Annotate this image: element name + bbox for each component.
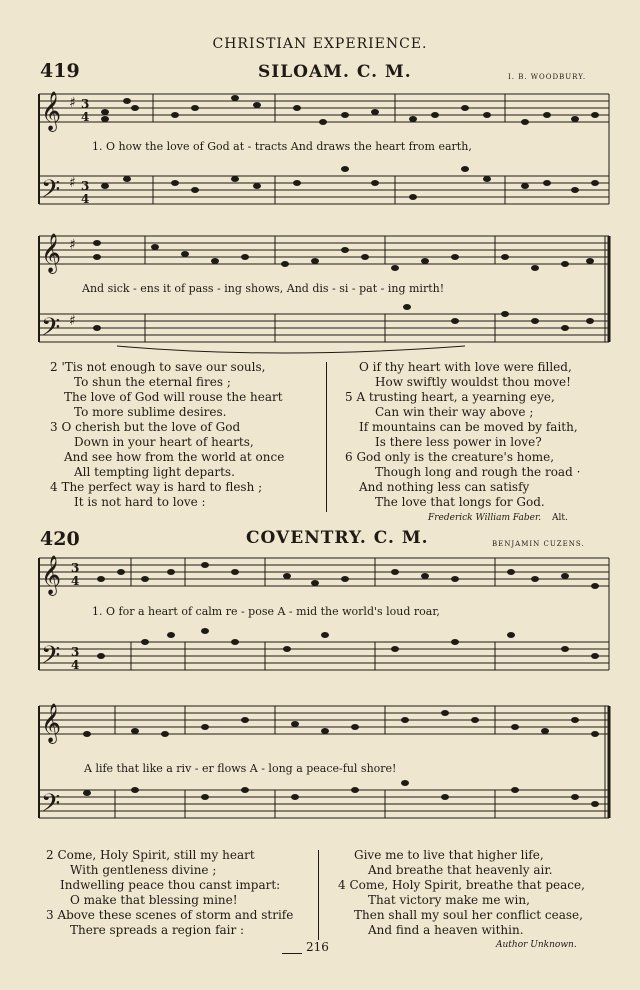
verses-right-420 [338, 848, 585, 938]
svg-text:3: 3 [81, 179, 90, 193]
svg-text:4: 4 [81, 192, 90, 206]
verses-left-419 [50, 360, 284, 510]
verse-line: O if thy heart with love were filled, [359, 360, 572, 374]
verse-line: Give me to live that higher life, [354, 848, 544, 862]
column-divider [318, 850, 319, 940]
svg-text:3: 3 [81, 97, 90, 111]
verse-line: Indwelling peace thou canst impart: [60, 878, 281, 892]
verse-line: 3 Above these scenes of storm and strife [46, 908, 294, 922]
hymn-number: 419 [40, 60, 80, 82]
svg-text:♯: ♯ [69, 95, 76, 111]
svg-text:♯: ♯ [69, 175, 76, 191]
svg-text:3: 3 [71, 645, 80, 659]
verse-line: 4 The perfect way is hard to flesh ; [50, 480, 263, 494]
verse-line: How swiftly wouldst thou move! [375, 375, 571, 389]
lyric-line-4: A life that like a riv - er flows A - long a peace-ful shore! [84, 762, 397, 775]
svg-text:𝄞: 𝄞 [41, 555, 62, 595]
svg-text:𝄞: 𝄞 [41, 91, 62, 131]
verse-line: To more sublime desires. [74, 405, 227, 419]
author-attribution: Author Unknown. [496, 940, 577, 950]
svg-text:𝄞: 𝄞 [41, 233, 62, 273]
svg-text:4: 4 [81, 110, 90, 124]
verse-line: Down in your heart of hearts, [74, 435, 254, 449]
verse-line: O make that blessing mine! [70, 893, 238, 907]
svg-text:3: 3 [71, 561, 80, 575]
page-number: 216 [306, 940, 329, 954]
verse-line: The love that longs for God. [375, 495, 545, 509]
verse-line: And see how from the world at once [64, 450, 285, 464]
svg-text:𝄢: 𝄢 [41, 641, 61, 676]
verse-line: The love of God will rouse the heart [64, 390, 283, 404]
verses-right-419 [345, 360, 580, 510]
verse-line: To shun the eternal fires ; [74, 375, 231, 389]
svg-text:𝄢: 𝄢 [41, 313, 61, 348]
verse-line: 5 A trusting heart, a yearning eye, [345, 390, 555, 404]
svg-text:𝄢: 𝄢 [41, 175, 61, 210]
verse-line: And nothing less can satisfy [359, 480, 530, 494]
author-name: Frederick William Faber. [428, 513, 542, 523]
hymn-number: 420 [40, 528, 80, 550]
verse-line: It is not hard to love : [74, 495, 206, 509]
svg-text:𝄞: 𝄞 [41, 703, 62, 743]
verse-line: 6 God only is the creature's home, [345, 450, 555, 464]
svg-text:♯: ♯ [69, 313, 76, 329]
verse-line: 3 O cherish but the love of God [50, 420, 241, 434]
author-attribution [428, 513, 568, 523]
composer-name: BENJAMIN CUZENS. [492, 540, 585, 548]
svg-text:4: 4 [71, 658, 80, 672]
verse-line: Is there less power in love? [375, 435, 542, 449]
verse-line: 2 Come, Holy Spirit, still my heart [46, 848, 255, 862]
verse-line: 4 Come, Holy Spirit, breathe that peace, [338, 878, 585, 892]
svg-text:𝄢: 𝄢 [41, 789, 61, 824]
lyric-line-3: 1. O for a heart of calm re - pose A - mid the world's loud roar, [92, 605, 440, 618]
svg-text:♯: ♯ [69, 237, 76, 253]
svg-text:4: 4 [71, 574, 80, 588]
verse-line: All tempting light departs. [74, 465, 235, 479]
verse-line: 2 'Tis not enough to save our souls, [50, 360, 266, 374]
verse-line: And breathe that heavenly air. [368, 863, 553, 877]
verse-line: If mountains can be moved by faith, [359, 420, 578, 434]
alt-note: Alt. [552, 513, 568, 523]
verse-line: There spreads a region fair : [70, 923, 245, 937]
verse-line: Though long and rough the road · [375, 465, 581, 479]
verse-line: Then shall my soul her conflict cease, [354, 908, 583, 922]
verse-line: With gentleness divine ; [70, 863, 217, 877]
verses-left-420 [46, 848, 293, 938]
lyric-line-1: 1. O how the love of God at - tracts And draws the heart from earth, [92, 140, 472, 153]
hymn-title: COVENTRY. C. M. [246, 528, 429, 548]
page-rule [282, 953, 302, 954]
verse-line: Can win their way above ; [375, 405, 534, 419]
column-divider [326, 362, 327, 512]
hymn-title: SILOAM. C. M. [258, 62, 412, 82]
composer-name: I. B. WOODBURY. [508, 73, 587, 81]
verse-line: That victory make me win, [368, 893, 530, 907]
verse-line: And find a heaven within. [368, 923, 524, 937]
section-header: CHRISTIAN EXPERIENCE. [212, 36, 428, 52]
lyric-line-2: And sick - ens it of pass - ing shows, And dis - si - pat - ing mirth! [82, 282, 445, 295]
